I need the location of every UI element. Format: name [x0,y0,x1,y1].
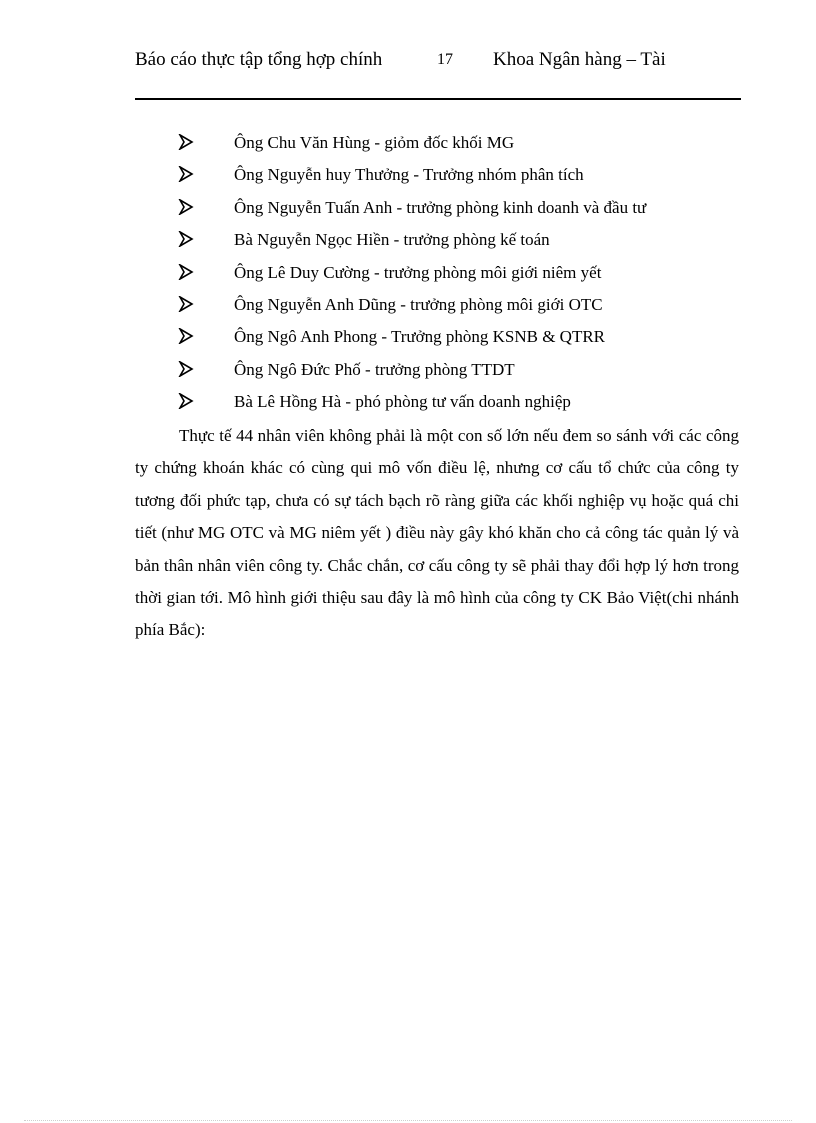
arrowhead-bullet-icon [178,166,194,182]
faculty-title: Khoa Ngân hàng – Tài [493,49,666,70]
page-header [135,48,741,100]
arrowhead-bullet-icon [178,199,194,215]
list-item-text: Ông Nguyễn huy Thưởng - Trưởng nhóm phân tích [234,165,584,185]
report-title: Báo cáo thực tập tổng hợp chính [135,49,383,70]
list-item-text: Ông Ngô Đức Phố - trưởng phòng TTDT [234,359,515,379]
list-item-text: Ông Nguyễn Tuấn Anh - trưởng phòng kinh doanh và đầu tư [234,197,647,217]
arrowhead-bullet-icon [178,231,194,247]
list-item-text: Ông Nguyễn Anh Dũng - trưởng phòng môi giới OTC [234,294,603,314]
arrowhead-bullet-icon [178,264,194,280]
list-item-text: Bà Lê Hồng Hà - phó phòng tư vấn doanh nghiệp [234,392,571,412]
list-item-text: Ông Lê Duy Cường - trưởng phòng môi giới niêm yết [234,262,602,282]
list-item-text: Bà Nguyễn Ngọc Hiền - trưởng phòng kế toán [234,230,550,250]
page-bottom-border [24,1120,792,1121]
header-divider [135,98,741,100]
list-item-text: Ông Chu Văn Hùng - giỏm đốc khối MG [234,133,515,152]
list-item-text: Ông Ngô Anh Phong - Trưởng phòng KSNB & QTRR [234,327,606,347]
body-paragraph: Thực tế 44 nhân viên không phải là một con số lớn nếu đem so sánh với các công ty chứng khoán khác có cùng qui mô vốn điều lệ, nhưng cơ cấu tổ chức của công ty tương đối phức tạp, chưa có sự tách bạch rõ ràng giữa các khối nghiệp vụ hoặc quá chi tiết (như MG OTC và MG niêm yết ) điều này gây khó khăn cho cả công tác quản lý và bản thân nhân viên công ty. Chắc chắn, cơ cấu công ty sẽ phải thay đổi hợp lý hơn trong thời gian tới. Mô hình giới thiệu sau đây là mô hình của công ty CK Bảo Việt(chi nhánh phía Bắc): [135,426,739,640]
arrowhead-bullet-icon [178,393,194,409]
arrowhead-bullet-icon [178,328,194,344]
page-number: 17 [437,51,453,68]
arrowhead-bullet-icon [178,296,194,312]
arrowhead-bullet-icon [178,361,194,377]
arrowhead-bullet-icon [178,134,194,150]
